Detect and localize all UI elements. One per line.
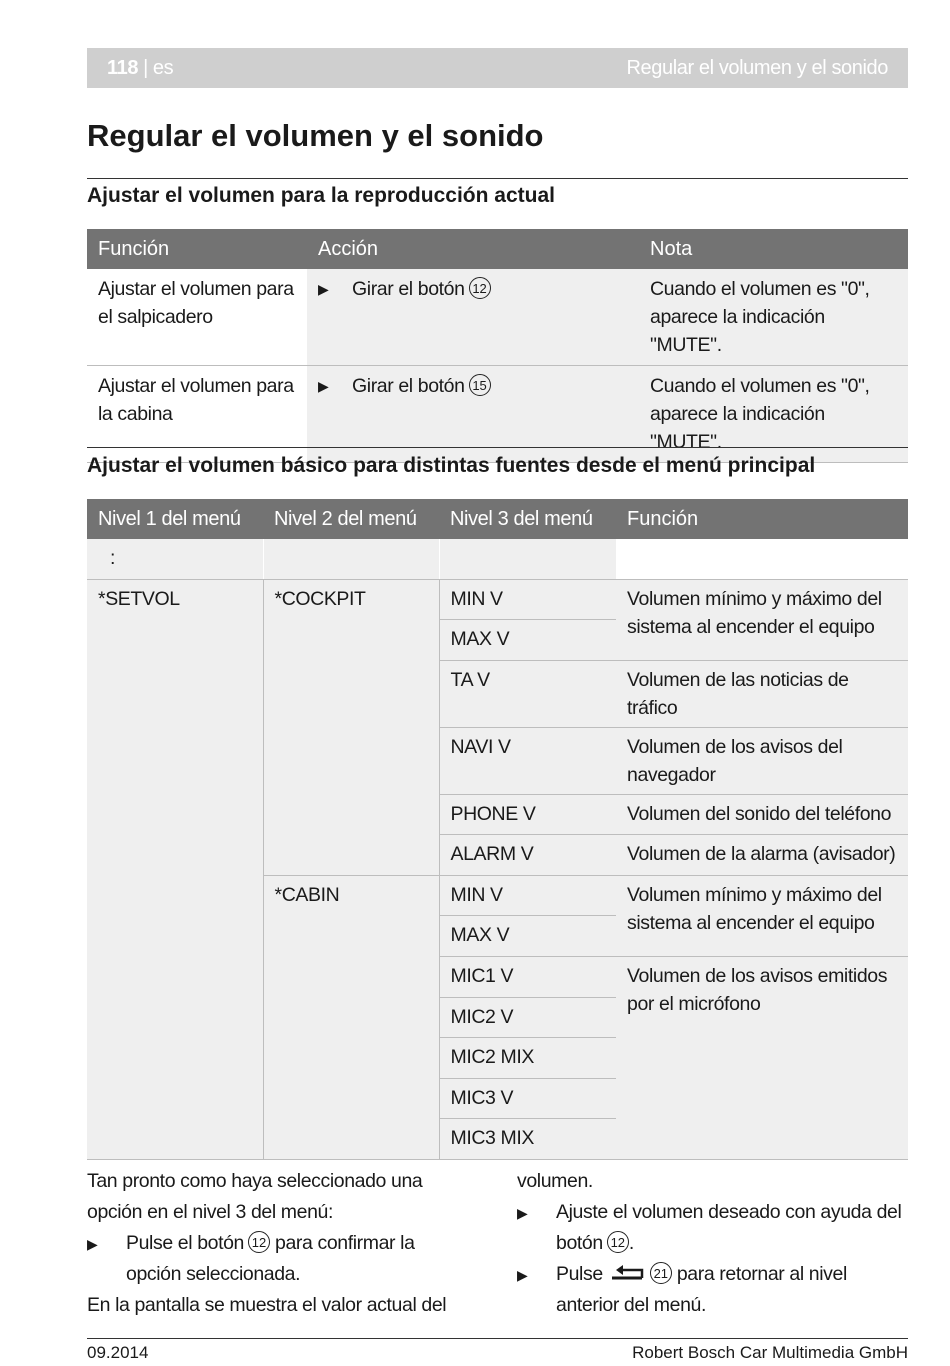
col-header-nivel2: Nivel 2 del menú — [263, 499, 439, 539]
level3-item: ALARM V — [439, 835, 616, 876]
text-line: Volumen mínimo y máximo del — [627, 587, 882, 610]
text-line: el salpicadero — [98, 306, 213, 328]
text-line: Tan pronto como haya seleccionado una — [87, 1170, 423, 1192]
function-cell: Volumen de la alarma (avisador) — [616, 835, 908, 876]
cell-nota — [639, 269, 908, 366]
level2-cabin-cell: *CABIN — [263, 875, 439, 1159]
level3-item: MAX V — [439, 916, 616, 957]
function-cell — [616, 727, 908, 794]
level3-item: MAX V — [439, 620, 616, 661]
section-rule — [87, 178, 908, 179]
language-code: es — [152, 56, 174, 79]
text-fragment: Pulse el botón — [126, 1232, 244, 1254]
triangle-right-icon: ▶ — [318, 281, 329, 297]
footer-company: Robert Bosch Car Multimedia GmbH — [632, 1343, 908, 1362]
text-line: opción en el nivel 3 del menú: — [87, 1201, 334, 1223]
text-fragment: para confirmar la — [275, 1232, 415, 1254]
section-rule — [87, 447, 908, 448]
text-line: sistema al encender el equipo — [627, 615, 875, 638]
text-line: Volumen mínimo y máximo del — [627, 883, 882, 906]
text-line: Volumen de los avisos del — [627, 735, 843, 758]
function-cell — [616, 579, 908, 660]
page-number-group — [107, 57, 173, 80]
empty-cell — [439, 539, 616, 579]
text-line: Volumen de las noticias de — [627, 668, 849, 691]
section2-title: Ajustar el volumen básico para distintas fuentes desde el menú principal — [87, 454, 816, 477]
text-line: opción seleccionada. — [126, 1263, 301, 1285]
paragraph: volumen. — [517, 1170, 593, 1192]
function-cell — [616, 957, 908, 1160]
paragraph: En la pantalla se muestra el valor actual del — [87, 1294, 447, 1316]
action-text: Girar el botón — [352, 375, 465, 397]
level3-item: MIN V — [439, 579, 616, 620]
button-number-badge: 12 — [248, 1231, 270, 1253]
section1-title: Ajustar el volumen para la reproducción actual — [87, 184, 555, 207]
text-line: Ajustar el volumen para — [98, 375, 294, 397]
col-header-accion: Acción — [307, 229, 639, 269]
text-line: Cuando el volumen es "0", — [650, 375, 870, 397]
text-line: Ajustar el volumen para — [98, 278, 294, 300]
level3-item: MIC3 V — [439, 1078, 616, 1119]
instruction-item — [517, 1259, 908, 1321]
triangle-right-icon: ▶ — [318, 378, 329, 394]
text-line: anterior del menú. — [556, 1294, 706, 1316]
level3-item: MIC2 MIX — [439, 1038, 616, 1079]
empty-cell — [263, 539, 439, 579]
footer-date: 09.2014 — [87, 1343, 149, 1362]
level3-item: MIN V — [439, 875, 616, 916]
header-separator: | — [143, 56, 148, 79]
button-number-badge: 12 — [607, 1231, 629, 1253]
button-number-badge: 21 — [650, 1262, 672, 1284]
level1-cell: *SETVOL — [87, 579, 263, 1160]
volume-table — [87, 229, 908, 463]
text-line: la cabina — [98, 403, 173, 425]
text-line: por el micrófono — [627, 993, 761, 1016]
cell-funcion — [87, 269, 307, 366]
instruction-item — [87, 1228, 487, 1290]
function-cell — [616, 875, 908, 956]
running-title: Regular el volumen y el sonido — [626, 56, 888, 79]
page-number: 118 — [107, 56, 139, 79]
menu-table — [87, 499, 908, 1160]
text-fragment: . — [628, 1232, 634, 1254]
table-row — [87, 269, 908, 366]
text-line: aparece la indicación "MUTE". — [650, 306, 825, 356]
body-right-column — [517, 1166, 908, 1321]
col-header-nota: Nota — [639, 229, 908, 269]
triangle-right-icon: ▶ — [517, 1205, 528, 1221]
text-line: sistema al encender el equipo — [627, 911, 875, 934]
page-header — [87, 48, 908, 88]
level3-item: MIC3 MIX — [439, 1119, 616, 1160]
text-fragment: Pulse — [556, 1263, 603, 1285]
function-cell — [616, 660, 908, 727]
text-line: aparece la indicación "MUTE". — [650, 403, 825, 453]
page-title: Regular el volumen y el sonido — [87, 118, 544, 153]
col-header-funcion: Función — [616, 499, 908, 539]
level2-cockpit-cell: *COCKPIT — [263, 579, 439, 875]
text-line: Volumen de los avisos emitidos — [627, 965, 888, 988]
text-fragment: para retornar al nivel — [676, 1263, 847, 1285]
table-row — [87, 539, 908, 579]
text-line: tráfico — [627, 696, 678, 719]
ellipsis-text: : — [110, 547, 116, 569]
triangle-right-icon: ▶ — [87, 1236, 98, 1252]
level3-item: TA V — [439, 660, 616, 727]
action-text: Girar el botón — [352, 278, 465, 300]
col-header-nivel3: Nivel 3 del menú — [439, 499, 616, 539]
return-arrow-icon — [608, 1264, 646, 1282]
triangle-right-icon: ▶ — [517, 1267, 528, 1283]
level3-item: MIC2 V — [439, 997, 616, 1038]
text-fragment: botón — [556, 1232, 603, 1254]
level3-item: NAVI V — [439, 727, 616, 794]
table-row — [87, 579, 908, 620]
paragraph — [87, 1166, 487, 1228]
col-header-nivel1: Nivel 1 del menú — [87, 499, 263, 539]
text-line: Ajuste el volumen deseado con ayuda del — [556, 1201, 902, 1223]
text-line: navegador — [627, 763, 716, 786]
button-number-badge: 12 — [469, 277, 491, 299]
function-cell: Volumen del sonido del teléfono — [616, 794, 908, 835]
body-left-column — [87, 1166, 487, 1321]
ellipsis-cell — [87, 539, 263, 579]
col-header-funcion: Función — [87, 229, 307, 269]
cell-accion — [307, 269, 639, 366]
level3-item: PHONE V — [439, 794, 616, 835]
empty-cell — [616, 539, 908, 579]
level3-item: MIC1 V — [439, 957, 616, 998]
text-line: Cuando el volumen es "0", — [650, 278, 870, 300]
footer-rule — [87, 1338, 908, 1339]
instruction-item — [517, 1197, 908, 1259]
button-number-badge: 15 — [469, 374, 491, 396]
